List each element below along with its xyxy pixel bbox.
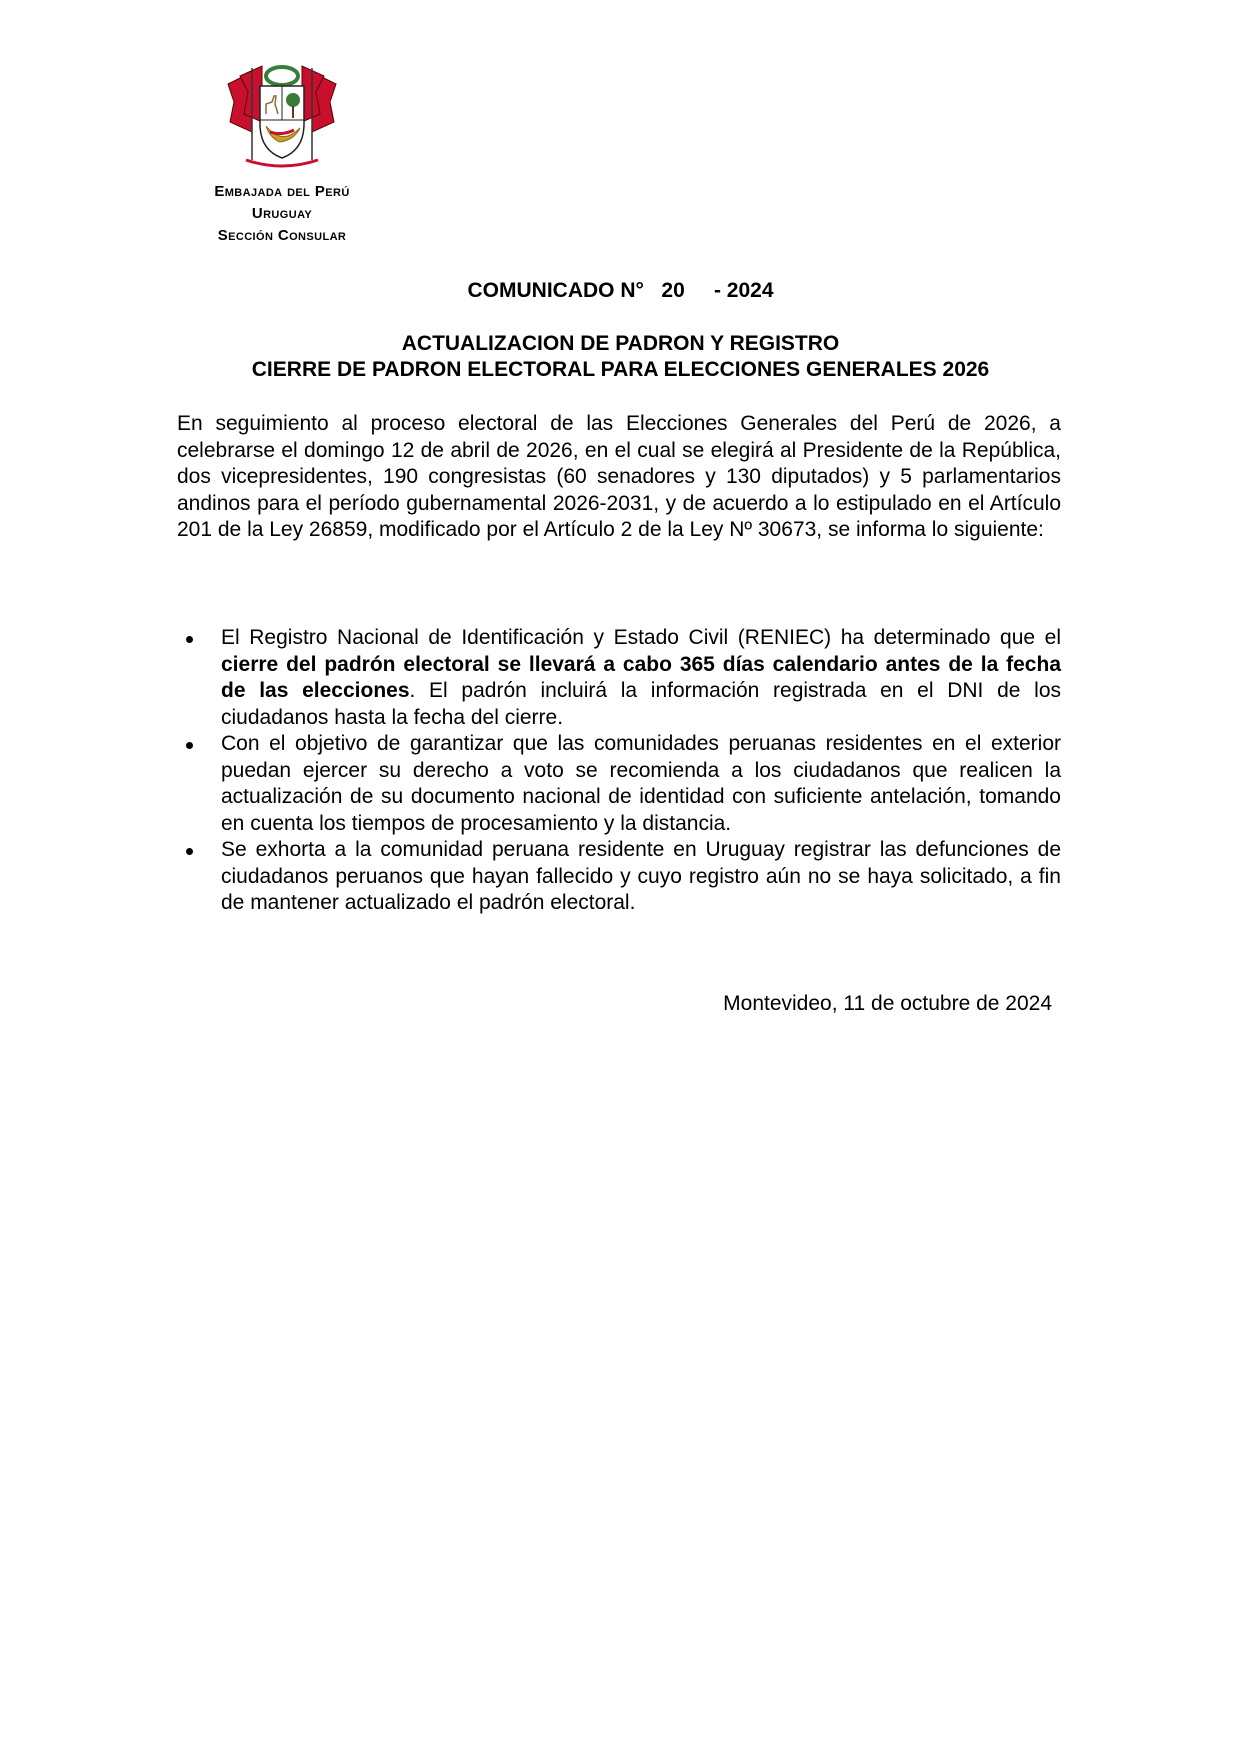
- bullet-1-bold: cierre del padrón electoral se llevará a cabo 365 días calendario antes de la fecha de las elecciones: [221, 652, 1061, 702]
- list-item: [177, 837, 1061, 917]
- embassy-section: Sección Consular: [217, 227, 347, 244]
- communique-number: 20: [661, 279, 685, 302]
- bullet-2-text: Con el objetivo de garantizar que las comunidades peruanas residentes en el exterior puedan ejercer su derecho a voto se recomienda a los ciudadanos que realicen la actualización de su documento nacional de identidad con suficiente antelación, tomando en cuenta los tiempos de procesamiento y la distancia.: [221, 732, 1061, 835]
- list-item: [177, 625, 1061, 731]
- bullet-list: [177, 625, 1061, 917]
- list-item: [177, 731, 1061, 837]
- bullet-3-text: Se exhorta a la comunidad peruana residente en Uruguay registrar las defunciones de ciudadanos peruanos que hayan fallecido y cuyo registro aún no se haya solicitado, a fin de mantener actualizado el padrón electoral.: [221, 838, 1061, 914]
- place-and-date: Montevideo, 11 de octubre de 2024: [723, 992, 1052, 1015]
- bullet-icon: [186, 742, 193, 749]
- bullet-1-tail: . El padrón incluirá la información registrada en el DNI de los ciudadanos hasta la fecha del cierre.: [221, 679, 1061, 729]
- communique-subtitle: [0, 331, 1241, 383]
- subtitle-line-2: CIERRE DE PADRON ELECTORAL PARA ELECCIONES GENERALES 2026: [251, 358, 990, 381]
- embassy-country: Uruguay: [251, 205, 313, 222]
- bullet-1-lead: El Registro Nacional de Identificación y Estado Civil (RENIEC) ha determinado que el: [221, 626, 1061, 649]
- communique-heading: [0, 278, 1241, 304]
- letterhead: [160, 181, 404, 247]
- communique-year: - 2024: [713, 279, 774, 302]
- bullet-icon: [186, 636, 193, 643]
- embassy-name: Embajada del Perú: [214, 183, 350, 200]
- peru-coat-of-arms-icon: [222, 62, 342, 174]
- communique-label: COMUNICADO N°: [467, 279, 644, 302]
- bullet-icon: [186, 848, 193, 855]
- subtitle-line-1: ACTUALIZACION DE PADRON Y REGISTRO: [401, 332, 840, 355]
- intro-paragraph: En seguimiento al proceso electoral de las Elecciones Generales del Perú de 2026, a celebrarse el domingo 12 de abril de 2026, en el cual se elegirá al Presidente de la República, dos vicepresidentes, 190 congresistas (60 senadores y 130 diputados) y 5 parlamentarios andinos para el período gubernamental 2026-2031, y de acuerdo a lo estipulado en el Artículo 201 de la Ley 26859, modificado por el Artículo 2 de la Ley Nº 30673, se informa lo siguiente:: [177, 412, 1061, 541]
